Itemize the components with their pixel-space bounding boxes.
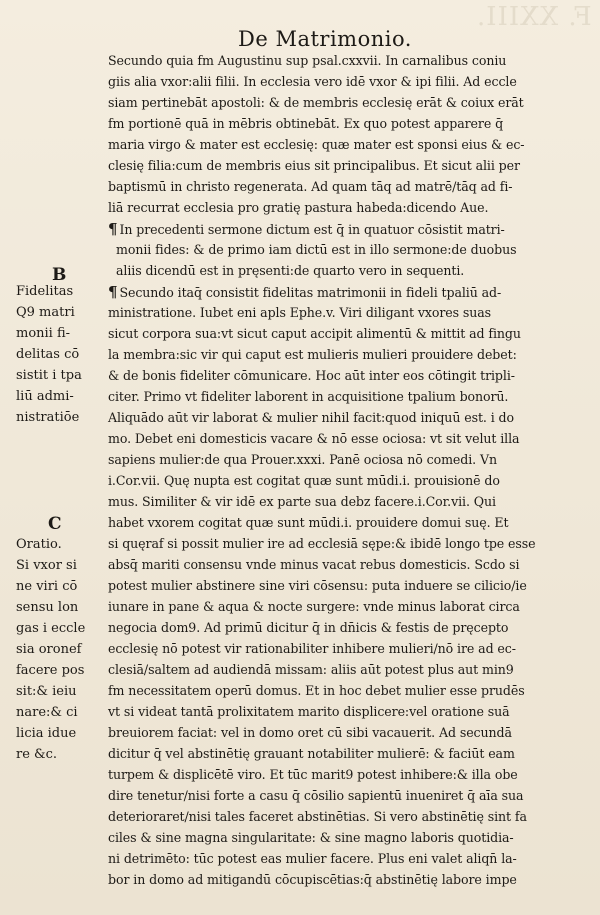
- text-line: siam pertinebāt apostoli: & de membris ecclesię erāt & coiux erāt: [108, 95, 524, 110]
- text-line: la membra:sic vir qui caput est mulieris mulieri prouidere debet:: [108, 347, 517, 362]
- text-line: mus. Similiter & vir idē ex parte sua debz facere.i.Cor.vii. Qui: [108, 494, 496, 509]
- text-line: clesiā/saltem ad audiendā missam: aliis aūt potest plus aut min9: [108, 662, 514, 677]
- text-line: ciles & sine magna singularitate: & sine magno laboris quotidia-: [108, 830, 514, 845]
- margin-note-line: licia idue: [16, 726, 77, 741]
- margin-note-line: nare:& ci: [16, 705, 78, 720]
- text-line: sapiens mulier:de qua Prouer.xxxi. Panē ociosa nō comedi. Vn: [108, 452, 497, 467]
- paragraph-mark-icon: ¶: [108, 220, 118, 238]
- text-line: baptismū in christo regenerata. Ad quam tāq ad matrē/tāq ad fi-: [108, 179, 513, 194]
- text-line: sicut corpora sua:vt sicut caput accipit alimentū & mittit ad fingu: [108, 326, 521, 341]
- text-line: liā recurrat ecclesia pro gratię pastura habeda:dicendo Aue.: [108, 200, 489, 215]
- margin-note-line: facere pos: [16, 663, 85, 678]
- paragraph-start-line: ¶ In precedenti sermone dictum est q̄ in quatuor cōsistit matri-: [108, 220, 505, 238]
- section-letter-b: B: [52, 265, 67, 285]
- margin-note-line: sistit i tpa: [16, 368, 82, 383]
- running-head-title: De Matrimonio.: [238, 27, 412, 51]
- margin-note-line: gas i eccle: [16, 621, 86, 636]
- margin-note-line: re &c.: [16, 747, 58, 762]
- text-line: potest mulier abstinere sine viri cōsensu: puta induere se cilicio/ie: [108, 578, 527, 593]
- margin-note-line: monii fi-: [16, 326, 71, 341]
- folio-show-through: F. XXIII.: [476, 2, 592, 32]
- text-line: habet vxorem cogitat quæ sunt mūdi.i. prouidere domui suę. Et: [108, 515, 509, 530]
- text-line: dire tenetur/nisi forte a casu q̄ cōsilio sapientū inueniret q̄ aīa sua: [108, 788, 524, 803]
- text-line: giis alia vxor:alii filii. In ecclesia vero idē vxor & ipi filii. Ad eccle: [108, 74, 517, 89]
- text-line: fm necessitatem operū domus. Et in hoc debet mulier esse prudēs: [108, 683, 525, 698]
- margin-note-line: sensu lon: [16, 600, 79, 615]
- text-line: bor in domo ad mitigandū cōcupiscētias:q̄ abstinētię labore impe: [108, 872, 517, 887]
- text-line: Secundo quia fm Augustinu sup psal.cxxvii. In carnalibus coniu: [108, 53, 507, 68]
- text-line: aliis dicendū est in pręsenti:de quarto vero in sequenti.: [116, 263, 465, 278]
- text-line: fm portionē quā in mēbris obtinebāt. Ex quo potest apparere q̄: [108, 116, 504, 131]
- section-letter-c: C: [48, 514, 62, 534]
- text-line: ecclesię nō potest vir rationabiliter inhibere mulieri/nō ire ad ec-: [108, 641, 516, 656]
- margin-note-line: sit:& ieiu: [16, 684, 77, 699]
- text-line: mo. Debet eni domesticis vacare & nō esse ociosa: vt sit velut illa: [108, 431, 520, 446]
- paragraph-mark-icon: ¶: [108, 283, 118, 301]
- text-line: turpem & displicētē viro. Et tūc marit9 potest inhibere:& illa obe: [108, 767, 518, 782]
- text-line: si quęraf si possit mulier ire ad ecclesiā sępe:& ibidē longo tpe esse: [108, 536, 536, 551]
- margin-note-line: Fidelitas: [16, 284, 74, 299]
- text-line: dicitur q̄ vel abstinētię grauant notabiliter mulierē: & faciūt eam: [108, 746, 515, 761]
- text-line: iunare in pane & aqua & nocte surgere: vnde minus laborat circa: [108, 599, 520, 614]
- text-line: & de bonis fideliter cōmunicare. Hoc aūt inter eos cōtingit tripli-: [108, 368, 515, 383]
- margin-note-line: Si vxor si: [16, 558, 77, 573]
- text-line: negocia dom9. Ad primū dicitur q̄ in dn̄icis & festis de pręcepto: [108, 620, 509, 635]
- text-line: maria virgo & mater est ecclesię: quæ mater est sponsi eius & ec-: [108, 137, 525, 152]
- paragraph-start-line: ¶ Secundo itaq̄ consistit fidelitas matrimonii in fideli tpaliū ad-: [108, 283, 502, 301]
- margin-note-line: liū admi-: [16, 389, 74, 404]
- text-line: absq̄ mariti consensu vnde minus vacat rebus domesticis. Scdo si: [108, 557, 520, 572]
- text-line: citer. Primo vt fideliter laborent in acquisitione tpalium bonorū.: [108, 389, 509, 404]
- margin-note-line: Q9 matri: [16, 305, 75, 320]
- text-line: clesię filia:cum de membris eius sit principalibus. Et sicut alii per: [108, 158, 520, 173]
- text-line: deterioraret/nisi tales faceret abstinētias. Si vero abstinētię sint fa: [108, 809, 527, 824]
- margin-note-line: Oratio.: [16, 537, 62, 552]
- text-line: Aliquādo aūt vir laborat & mulier nihil facit:quod iniquū est. i do: [108, 410, 514, 425]
- text-line: vt si videat tantā prolixitatem marito displicere:vel oratione suā: [108, 704, 510, 719]
- text-line: i.Cor.vii. Quę nupta est cogitat quæ sunt mūdi.i. prouisionē do: [108, 473, 500, 488]
- margin-note-line: ne viri cō: [16, 579, 78, 594]
- text-line: monii fides: & de primo iam dictū est in illo sermone:de duobus: [116, 242, 517, 257]
- text-line: ministratione. Iubet eni apls Ephe.v. Viri diligant vxores suas: [108, 305, 491, 320]
- margin-note-line: delitas cō: [16, 347, 80, 362]
- text-line: breuiorem faciat: vel in domo oret cū sibi vacauerit. Ad secundā: [108, 725, 512, 740]
- margin-note-line: nistratiōe: [16, 410, 80, 425]
- margin-note-line: sia oronef: [16, 642, 82, 657]
- text-line: ni detrimēto: tūc potest eas mulier facere. Plus eni valet aliqn̄ la-: [108, 851, 517, 866]
